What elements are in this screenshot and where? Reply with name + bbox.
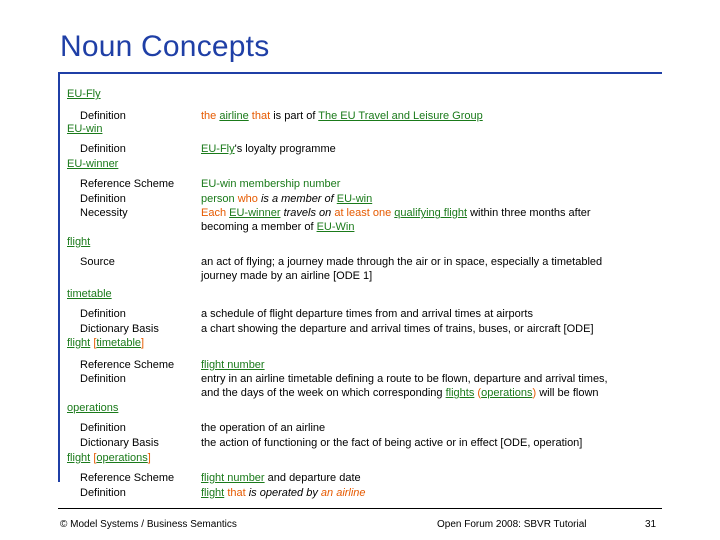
label-source: Source — [80, 256, 115, 268]
eu-winner-necessity-line2 — [201, 220, 354, 234]
page-title: Noun Concepts — [60, 30, 270, 63]
label-definition: Definition — [80, 422, 126, 434]
eu-winner-necessity-line1 — [201, 206, 591, 220]
eu-win-definition-rest: 's loyalty programme — [234, 143, 336, 155]
label-reference-scheme: Reference Scheme — [80, 359, 175, 371]
term-operations[interactable]: operations — [67, 402, 119, 414]
flight-operations-reference-scheme — [201, 471, 361, 485]
label-definition: Definition — [80, 308, 126, 320]
term-eu-travel-group[interactable]: The EU Travel and Leisure Group — [318, 110, 483, 122]
label-reference-scheme: Reference Scheme — [80, 178, 175, 190]
label-necessity: Necessity — [80, 207, 128, 219]
term-eu-winner[interactable]: EU-winner — [67, 158, 119, 170]
flight-source-line1: an act of flying; a journey made through the air or in space, especially a timetabled — [201, 256, 603, 268]
footer-rule — [58, 508, 662, 509]
keyword-who: who — [237, 193, 258, 205]
flight-timetable-definition-line2 — [201, 386, 599, 400]
verb-is-part-of: is part of — [273, 110, 316, 122]
term-eu-fly-ref[interactable]: EU-Fly — [201, 143, 235, 155]
label-dictionary-basis: Dictionary Basis — [80, 323, 159, 335]
term-airline[interactable]: airline — [219, 110, 249, 122]
term-flight-timetable[interactable] — [67, 336, 144, 350]
term-flight-number[interactable]: flight number — [201, 472, 265, 484]
term-operations-ref[interactable]: operations — [481, 387, 533, 399]
term-qualifying-flight[interactable]: qualifying flight — [394, 207, 468, 219]
flight-source-line2: journey made by an airline [ODE 1] — [201, 270, 373, 282]
definition-text: and the days of the week on which corresponding — [201, 387, 443, 399]
flight-timetable-definition-line1: entry in an airline timetable defining a route to be flown, departure and arrival times, — [201, 373, 608, 385]
term-operations-ref[interactable]: operations — [96, 452, 148, 464]
eu-winner-reference-scheme: EU-win membership number — [201, 178, 341, 190]
timetable-dictionary-basis: a chart showing the departure and arrival times of trains, buses, or aircraft [ODE] — [201, 323, 594, 335]
definition-text-end: will be flown — [539, 387, 599, 399]
term-flight-ref[interactable]: flight — [201, 487, 225, 499]
footer-event: Open Forum 2008: SBVR Tutorial — [437, 519, 587, 530]
title-rule-horizontal — [58, 72, 662, 74]
footer-copyright: © Model Systems / Business Semantics — [60, 519, 237, 530]
label-reference-scheme: Reference Scheme — [80, 472, 175, 484]
timetable-definition: a schedule of flight departure times from and arrival times at airports — [201, 308, 533, 320]
operations-dictionary-basis: the action of functioning or the fact of being active or in effect [ODE, operation] — [201, 437, 583, 449]
keyword-each: Each — [201, 207, 227, 219]
term-eu-win-ref2[interactable]: EU-Win — [316, 221, 355, 233]
eu-fly-definition — [201, 109, 483, 123]
term-eu-win-ref[interactable]: EU-win — [336, 193, 373, 205]
verb-travels-on: travels on — [283, 207, 332, 219]
keyword-the: the — [201, 110, 217, 122]
label-definition: Definition — [80, 110, 126, 122]
verb-is-operated-by: is operated by — [248, 487, 318, 499]
bracket-open: [ — [93, 337, 97, 349]
label-definition: Definition — [80, 487, 126, 499]
necessity-within: within three months after — [470, 207, 591, 219]
label-definition: Definition — [80, 373, 126, 385]
label-dictionary-basis: Dictionary Basis — [80, 437, 159, 449]
operations-definition: the operation of an airline — [201, 422, 326, 434]
label-definition: Definition — [80, 143, 126, 155]
flight-operations-definition — [201, 486, 366, 500]
term-timetable[interactable]: timetable — [67, 288, 112, 300]
keyword-that: that — [227, 487, 246, 499]
term-timetable-ref[interactable]: timetable — [96, 337, 142, 349]
page-number: 31 — [645, 519, 657, 530]
paren-open: ( — [477, 387, 482, 399]
label-definition: Definition — [80, 193, 126, 205]
term-flight-ref[interactable]: flight — [67, 452, 91, 464]
necessity-becoming: becoming a member of — [201, 221, 314, 233]
term-eu-win[interactable]: EU-win — [67, 123, 103, 135]
term-flight-number[interactable]: flight number — [201, 359, 265, 371]
bracket-open: [ — [93, 452, 97, 464]
keyword-at-least-one: at least one — [334, 207, 392, 219]
title-rule-vertical — [58, 72, 60, 482]
bracket-close: ] — [141, 337, 145, 349]
eu-win-definition — [201, 142, 336, 156]
eu-winner-definition — [201, 192, 372, 206]
verb-is-a-member-of: is a member of — [260, 193, 334, 205]
reference-and: and departure date — [267, 472, 361, 484]
term-eu-fly[interactable]: EU-Fly — [67, 88, 101, 100]
term-flight[interactable]: flight — [67, 236, 91, 248]
term-flights[interactable]: flights — [445, 387, 475, 399]
keyword-an-airline: an airline — [320, 487, 366, 499]
term-eu-winner-ref[interactable]: EU-winner — [229, 207, 281, 219]
keyword-that: that — [251, 110, 271, 122]
term-flight-operations[interactable] — [67, 451, 151, 465]
bracket-close: ] — [147, 452, 151, 464]
term-flight-ref[interactable]: flight — [67, 337, 91, 349]
paren-close: ) — [532, 387, 537, 399]
term-person: person — [201, 193, 235, 205]
